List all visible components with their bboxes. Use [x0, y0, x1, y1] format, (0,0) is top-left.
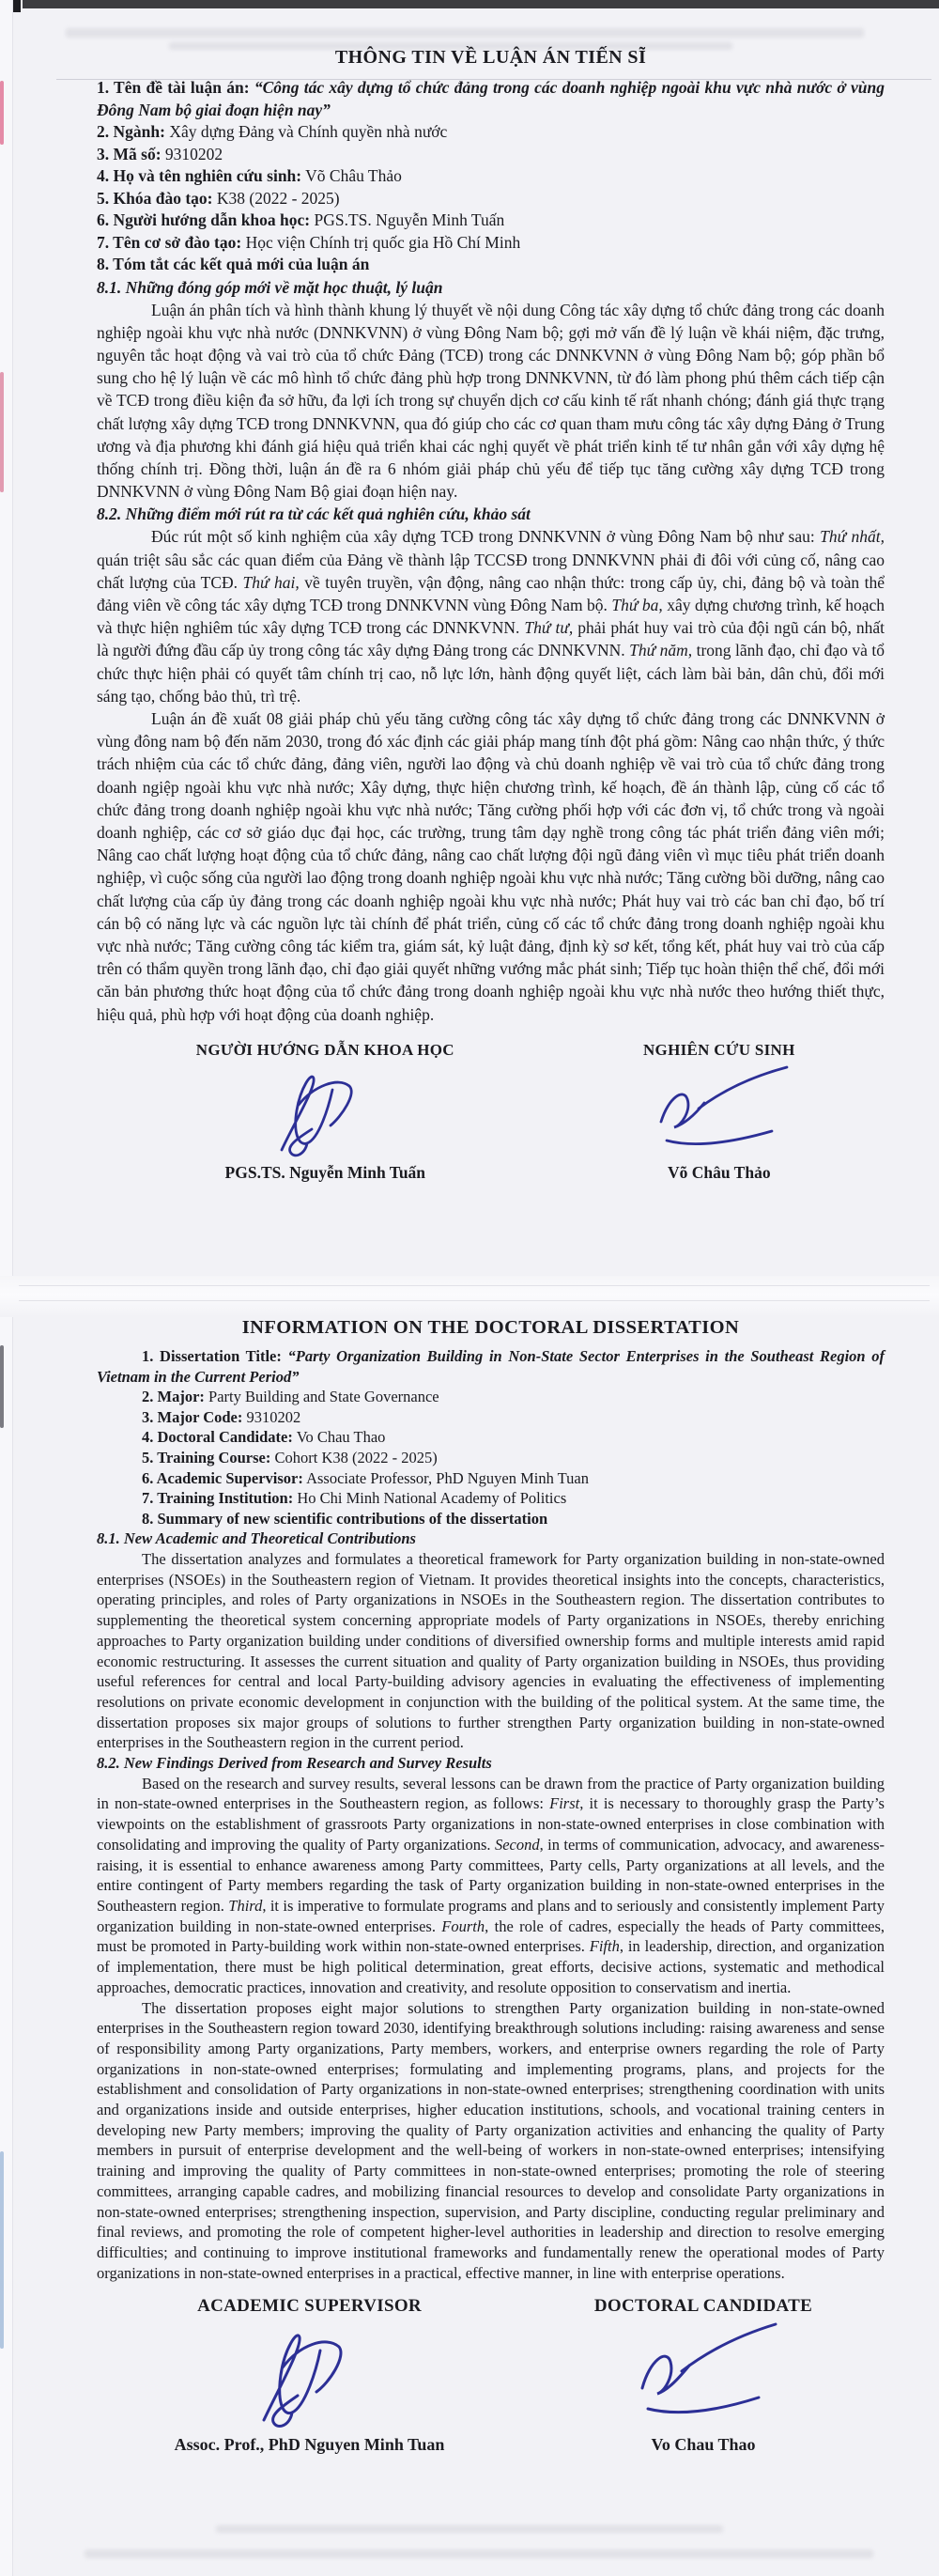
ghost-text-smudge: [216, 2525, 723, 2533]
item-label: 4. Doctoral Candidate:: [142, 1428, 293, 1447]
item-label: 3. Major Code:: [142, 1407, 243, 1426]
item-label: 4. Họ và tên nghiên cứu sinh:: [97, 166, 302, 185]
candidate-name: Vo Chau Thao: [651, 2435, 756, 2455]
page-vietnamese: [0, 47, 939, 1183]
item-value: Võ Châu Thảo: [305, 166, 402, 185]
section-81-paragraph-vi: Luận án phân tích và hình thành khung lý thuyết về nội dung Công tác xây dựng tổ chức đảng trong các doanh nghiệp ngoài khu vực nhà nước (DNNKVNN) ở vùng Đông Nam bộ; gợi mở vấn đề lý luận về khái niệm, đặc trưng, nguyên tắc hoạt động và vai trò của tổ chức Đảng (TCĐ) trong các DNNKVNN ở vùng Đông Nam bộ; góp phần bổ sung cho hệ lý luận về các mô hình tổ chức đảng phù hợp trong DNNKVNN, từ đó làm phong phú thêm cách tiếp cận về TCĐ trong điều kiện đa sở hữu, đa lợi ích trong sự chuyển dịch cơ cấu kinh tế rất nhanh chóng; đánh giá thực trạng chất lượng xây dựng TCĐ trong DNNKVNN, qua đó giúp cho các cơ quan tham mưu công tác xây dựng Đảng ở Trung ương và địa phương khi đánh giá hiệu quả triển khai các nghị quyết về phát triển kinh tế tư nhân gắn với xây dựng hệ thống chính trị. Đồng thời, luận án đề ra 6 nhóm giải pháp chủ yếu để tiếp tục tăng cường xây dựng TCĐ trong DNNKVNN ở vùng Đông Nam Bộ giai đoạn hiện nay.: [97, 300, 885, 502]
item-value: “Công tác xây dựng tổ chức đảng trong các doanh nghiệp ngoài khu vực nhà nước ở vùng Đông Nam bộ giai đoạn hiện nay”: [97, 78, 885, 119]
supervisor-signature-column: [97, 1041, 554, 1183]
item-value: Ho Chi Minh National Academy of Politics: [297, 1489, 567, 1508]
item-supervisor-vi: [97, 209, 885, 232]
item-institution-vi: [97, 232, 885, 255]
section-82-heading-vi: 8.2. Những điểm mới rút ra từ các kết quả nghiên cứu, khảo sát: [97, 504, 531, 524]
item-value: “Party Organization Building in Non-State Sector Enterprises in the Southeast Region of Vietnam in the Current Period”: [97, 1347, 885, 1386]
item-label: 8. Tóm tắt các kết quả mới của luận án: [97, 255, 370, 273]
page-break-band: [0, 1276, 939, 1317]
item-label: 2. Major:: [142, 1388, 205, 1406]
item-major-code-vi: [97, 144, 885, 166]
item-dissertation-title-en: [97, 1346, 885, 1387]
supervisor-role-label: ACADEMIC SUPERVISOR: [197, 2296, 422, 2317]
item-label: 3. Mã số:: [97, 144, 162, 163]
section-82-paragraph1-en: Based on the research and survey results, several lessons can be drawn from the practice of Party organization building in non-state-owned enterprises in the Southeastern region, as follows: First, it is necessary to thoroughly grasp the Party’s viewpoints on the establishment of grassroots Party organizations in non-state-owned enterprises in close combination with consolidating and improving the quality of Party organizations. Second, in terms of communication, advocacy, and awareness-raising, it is essential to enhance awareness among Party committees, Party cells, Party organizations at all levels, and the entire contingent of Party members regarding the task of Party organization building in non-state-owned enterprises in the Southeastern region. Third, it is imperative to formulate programs and plans and to seriously and consistently implement Party organization building in non-state-owned enterprises. Fourth, the role of cadres, especially the heads of Party committees, must be promoted in Party-building work within non-state-owned enterprises. Fifth, in leadership, direction, and organization of implementation, there must be high political determination, great efforts, decisive actions, systematic and methodical approaches, democratic practices, innovation and creativity, and resolute opposition to conservatism and inertia.: [97, 1774, 885, 1996]
item-value: PGS.TS. Nguyễn Minh Tuấn: [314, 210, 505, 229]
item-candidate-en: [97, 1427, 885, 1448]
section-81-heading-vi: 8.1. Những đóng góp mới về mặt học thuật, lý luận: [97, 277, 443, 297]
ghost-text-smudge: [66, 28, 864, 38]
item-label: 7. Tên cơ sở đào tạo:: [97, 232, 242, 252]
supervisor-signature-column: [97, 2296, 522, 2455]
candidate-signature-icon: [614, 2320, 793, 2433]
candidate-name: Võ Châu Thảo: [668, 1162, 771, 1182]
scan-top-edge-artifact: [23, 0, 939, 8]
supervisor-role-label: NGƯỜI HƯỚNG DẪN KHOA HỌC: [195, 1040, 454, 1059]
item-course-en: [97, 1448, 885, 1468]
supervisor-name: PGS.TS. Nguyễn Minh Tuấn: [224, 1162, 426, 1182]
section-81-paragraph-en: The dissertation analyzes and formulates a theoretical framework for Party organization building in non-state-owned enterprises (NSOEs) in the Southeastern region of Vietnam. It provides theoretical insights into the concepts, characteristics, operating principles, and roles of Party organizations in NSOEs in the Southeastern region. The dissertation contributes to supplementing the theoretical system concerning appropriate models of Party organizations in NSOEs, thereby enriching approaches to Party organization building under conditions of diversified ownership forms and multiple interests amid rapid economic restructuring. It assesses the current situation and quality of Party organization building in NSOEs, thus providing useful references for central and local Party-building advisory agencies in evaluating the effectiveness of implementing resolutions on private economic development in conjunction with the building of the political system. At the same time, the dissertation proposes six major groups of solutions to further strengthen Party organization building in non-state-owned enterprises in the Southeastern region in the current period.: [97, 1550, 885, 1752]
item-label: 6. Academic Supervisor:: [142, 1468, 303, 1487]
item-value: 9310202: [164, 144, 223, 163]
item-value: Cohort K38 (2022 - 2025): [274, 1448, 438, 1466]
item-label: 6. Người hướng dẫn khoa học:: [97, 210, 311, 229]
section-82-heading-en: 8.2. New Findings Derived from Research and Survey Results: [97, 1754, 492, 1773]
item-value: Xây dựng Đảng và Chính quyền nhà nước: [169, 122, 448, 141]
candidate-role-label: NGHIÊN CỨU SINH: [642, 1040, 795, 1059]
page-english: [0, 1317, 939, 2455]
item-value: Party Building and State Governance: [208, 1388, 439, 1406]
ghost-text-smudge: [85, 2550, 873, 2558]
item-value: Học viện Chính trị quốc gia Hồ Chí Minh: [245, 232, 521, 252]
section-81-heading-en: 8.1. New Academic and Theoretical Contributions: [97, 1529, 416, 1548]
item-dissertation-title-vi: [97, 77, 885, 121]
supervisor-signature-icon: [250, 1063, 400, 1161]
item-value: K38 (2022 - 2025): [216, 188, 340, 208]
item-supervisor-en: [97, 1468, 885, 1489]
signature-block-en: [97, 2296, 885, 2455]
item-major-code-en: [97, 1407, 885, 1428]
item-course-vi: [97, 188, 885, 210]
item-label: 5. Training Course:: [142, 1448, 271, 1466]
item-summary-heading-vi: [97, 254, 885, 276]
candidate-signature-icon: [635, 1063, 804, 1161]
item-major-vi: [97, 121, 885, 144]
item-label: 7. Training Institution:: [142, 1489, 294, 1508]
item-label: 2. Ngành:: [97, 122, 165, 141]
section-82-paragraph1-vi: Đúc rút một số kinh nghiệm của xây dựng TCĐ trong DNNKVNN ở vùng Đông Nam bộ như sau: Thứ nhất, quán triệt sâu sắc các quan điểm của Đảng về thành lập TCCSĐ trong DNNKVNN phải đi đôi với củng cố, nâng cao chất lượng của TCĐ. Thứ hai, về tuyên truyền, vận động, nâng cao nhận thức: trong cấp ủy, chi, đảng bộ và toàn thể đảng viên về công tác xây dựng TCĐ trong DNNKVNN vùng Đông Nam bộ. Thứ ba, xây dựng chương trình, kế hoạch và thực hiện nghiêm túc xây dựng TCĐ trong các DNNKVNN. Thứ tư, phải phát huy vai trò của đội ngũ cán bộ, nhất là người đứng đầu cấp ủy trong công tác xây dựng Đảng trong các DNNKVNN. Thứ năm, trong lãnh đạo, chỉ đạo và tổ chức thực hiện phải có quyết tâm chính trị cao, nỗ lực lớn, hành động quyết liệt, cách làm bài bản, dân chủ, đổi mới sáng tạo, chống bảo thủ, trì trệ.: [97, 527, 885, 706]
item-major-en: [97, 1387, 885, 1407]
section-82-paragraph2-en: The dissertation proposes eight major solutions to strengthen Party organization building in non-state-owned enterprises in the Southeastern region toward 2030, identifying breakthrough solutions including: raising awareness and sense of responsibility among Party organizations, Party members, workers, and enterprise owners regarding the role of Party organizations in non-state-owned enterprises; formulating and implementing programs, plans, and projects for the establishment and consolidation of Party organizations in non-state-owned enterprises; strengthening coordination with units and organizations inside and outside enterprises, higher education institutions, schools, and vocational training centers in developing new Party members; improving the quality of Party organization activities and enhancing the quality of Party members in pursuit of enterprise development and the well-being of workers in non-state-owned enterprises; intensifying training and improving the quality of Party committees in non-state-owned enterprises; promoting the role of steering committees, arranging capable cadres, and mobilizing financial resources to develop and consolidate Party organizations in non-state-owned enterprises; strengthening inspection, supervision, and Party discipline, conducting regular preliminary and final reviews, and promoting the role of competent higher-level authorities in leadership and direction to resolve emerging difficulties; and continuing to improve institutional frameworks and fundamentally renew the operational modes of Party organizations in non-state-owned enterprises in a practical, effective manner, in line with enterprise operations.: [97, 1998, 885, 2282]
item-label: 5. Khóa đào tạo:: [97, 188, 213, 208]
section-82-paragraph2-vi: Luận án đề xuất 08 giải pháp chủ yếu tăng cường công tác xây dựng tổ chức đảng trong các DNNKVNN ở vùng đông nam bộ đến năm 2030, trong đó xác định các giải pháp mang tính đột phá gồm: Nâng cao nhận thức, ý thức trách nhiệm của các tổ chức đảng, đảng viên, người lao động và chủ doanh nghiệp về vai trò của tổ chức đảng trong doanh ngiệp ngoài khu vực nhà nước; Xây dựng, thực hiện chương trình, kế hoạch, đề án thành lập, củng cố các tổ chức đảng trong doanh nghiệp ngoài khu vực nhà nước; Tăng cường phối hợp với các đơn vị, tổ chức trong và ngoài doanh nghiệp, các cơ sở giáo dục đại học, các trường, trung tâm dạy nghề trong công tác phát triển đảng viên mới; Nâng cao chất lượng hoạt động của tổ chức đảng, nâng cao chất lượng đội ngũ đảng viên vì mục tiêu phát triển doanh nghiệp, vì cuộc sống của người lao động trong doanh nghiệp ngoài khu vực nhà nước; Tăng cường bồi dưỡng, nâng cao chất lượng của cấp ủy đảng trong các doanh nghiệp ngoài khu vực nhà nước; Phát huy vai trò các ban chỉ đạo, bố trí cán bộ có năng lực và các nguồn lực tài chính để phát triển, củng cố các tổ chức đảng trong doanh nghiệp ngoài khu vực nhà nước; Tăng cường công tác kiểm tra, giám sát, kỷ luật đảng, định kỳ sơ kết, tổng kết, phát huy vai trò của cấp trên có thẩm quyền trong lãnh đạo, chỉ đạo giải quyết những vướng mắc phát sinh; Tiếp tục hoàn thiện thể chế, đổi mới căn bản phương thức hoạt động của tổ chức đảng trong doanh nghiệp ngoài khu vực nhà nước theo hướng thiết thực, hiệu quả, phù hợp với hoạt động của doanh nghiệp.: [97, 708, 885, 1024]
page2-title: INFORMATION ON THE DOCTORAL DISSERTATION: [241, 1317, 740, 1338]
page-edge-line: [19, 1285, 930, 1286]
candidate-signature-column: [522, 2296, 885, 2455]
item-value: Associate Professor, PhD Nguyen Minh Tuan: [306, 1468, 590, 1487]
item-label: 1. Dissertation Title:: [142, 1347, 282, 1365]
page-edge-line: [19, 1300, 930, 1301]
item-label: 8. Summary of new scientific contributions of the dissertation: [142, 1509, 548, 1528]
item-summary-heading-en: [97, 1509, 885, 1529]
item-label: 1. Tên đề tài luận án:: [97, 78, 250, 97]
item-candidate-vi: [97, 165, 885, 188]
candidate-role-label: DOCTORAL CANDIDATE: [593, 2296, 813, 2317]
supervisor-name: Assoc. Prof., PhD Nguyen Minh Tuan: [174, 2435, 445, 2455]
item-institution-en: [97, 1488, 885, 1509]
candidate-signature-column: [554, 1041, 885, 1183]
item-value: Vo Chau Thao: [296, 1428, 386, 1447]
page1-title: THÔNG TIN VỀ LUẬN ÁN TIẾN SĨ: [334, 47, 647, 68]
signature-block-vi: [97, 1041, 885, 1183]
supervisor-signature-icon: [230, 2320, 390, 2433]
item-value: 9310202: [246, 1407, 301, 1426]
